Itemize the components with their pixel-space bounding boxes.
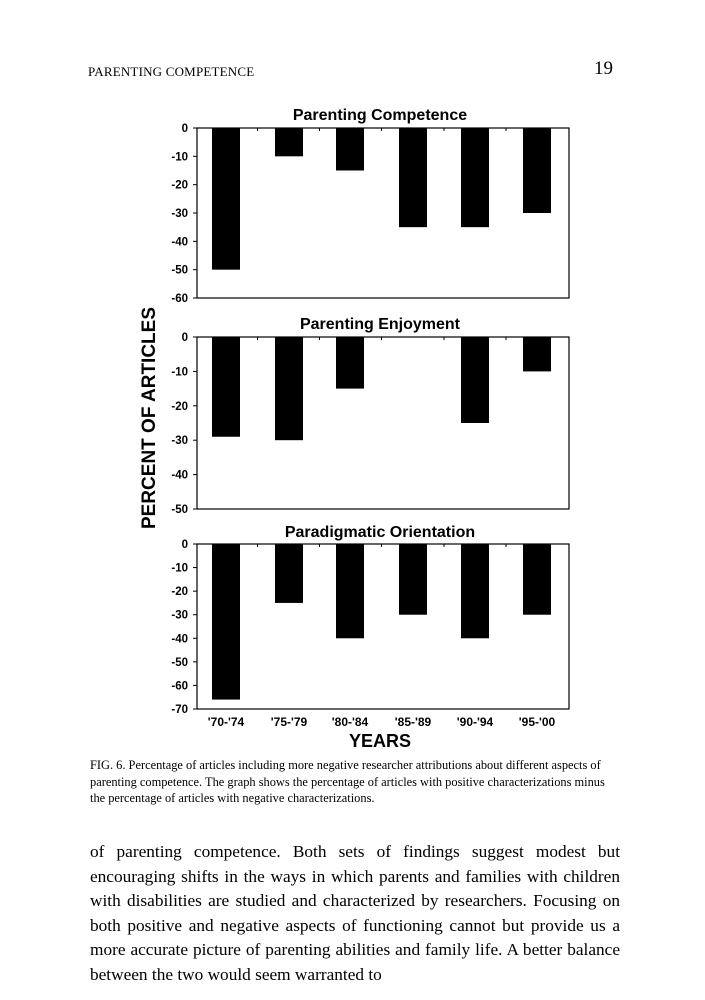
y-tick-label: -10 <box>171 562 188 575</box>
bar--95-00 <box>523 337 551 371</box>
y-tick-label: -40 <box>171 633 188 646</box>
y-tick-label: -10 <box>171 151 188 164</box>
bar--70-74 <box>212 544 240 700</box>
y-tick-label: -30 <box>171 609 188 622</box>
bar--90-94 <box>461 544 489 638</box>
chart-title: Paradigmatic Orientation <box>284 524 476 541</box>
x-tick-label: '80-'84 <box>331 715 369 729</box>
y-tick-label: -60 <box>171 293 188 305</box>
y-tick-label: -50 <box>171 264 188 277</box>
y-tick-label: -50 <box>171 656 188 669</box>
plot-frame <box>197 337 569 509</box>
x-tick-label: '95-'00 <box>518 715 556 729</box>
x-axis-label: YEARS <box>348 731 412 751</box>
x-tick-label: '75-'79 <box>270 715 308 729</box>
y-axis-label: PERCENT OF ARTICLES <box>139 306 160 530</box>
y-tick-label: -50 <box>171 504 188 516</box>
plot-frame <box>197 544 569 709</box>
bar--95-00 <box>523 544 551 615</box>
page-number: 19 <box>594 58 613 79</box>
y-tick-label: -40 <box>171 236 188 249</box>
bar--95-00 <box>523 128 551 213</box>
bar--80-84 <box>336 128 364 171</box>
y-tick-label: -40 <box>171 469 188 482</box>
y-tick-label: -60 <box>171 680 188 693</box>
y-tick-label: -20 <box>171 586 188 599</box>
figure-caption: FIG. 6. Percentage of articles including more negative researcher attributions about different aspects of parenting competence. The graph shows the percentage of articles with positive characterizations minus the percentage of articles with negative characterizations. <box>90 758 605 805</box>
bar--75-79 <box>275 544 303 603</box>
body-paragraph: of parenting competence. Both sets of findings suggest modest but encouraging shifts in the ways in which parents and families with children with disabilities are studied and characterized by researchers. Focusing on both positive and negative aspects of functioning cannot but provide us a more accurate picture of parenting abilities and family life. A better balance between the two would seem warranted to <box>90 842 620 984</box>
x-tick-label: '85-'89 <box>394 715 432 729</box>
y-tick-label: -70 <box>171 704 188 716</box>
bar--80-84 <box>336 337 364 389</box>
bar--70-74 <box>212 128 240 270</box>
bar--75-79 <box>275 128 303 156</box>
y-tick-label: 0 <box>181 123 188 135</box>
y-tick-label: -30 <box>171 435 188 448</box>
bar--85-89 <box>399 128 427 227</box>
bar--75-79 <box>275 337 303 440</box>
x-tick-label: '90-'94 <box>456 715 494 729</box>
y-tick-label: 0 <box>181 539 188 551</box>
x-tick-label: '70-'74 <box>207 715 245 729</box>
y-tick-label: 0 <box>181 332 188 344</box>
bar--90-94 <box>461 337 489 423</box>
chart-title: Parenting Competence <box>292 107 468 124</box>
running-head: PARENTING COMPETENCE <box>88 64 255 79</box>
bar--80-84 <box>336 544 364 638</box>
y-tick-label: -20 <box>171 179 188 192</box>
chart-title: Parenting Enjoyment <box>299 316 461 333</box>
y-tick-label: -20 <box>171 400 188 413</box>
y-tick-label: -30 <box>171 208 188 220</box>
bar--85-89 <box>399 544 427 615</box>
plot-frame <box>197 128 569 298</box>
y-tick-label: -10 <box>171 366 188 379</box>
bar--70-74 <box>212 337 240 437</box>
bar--90-94 <box>461 128 489 227</box>
